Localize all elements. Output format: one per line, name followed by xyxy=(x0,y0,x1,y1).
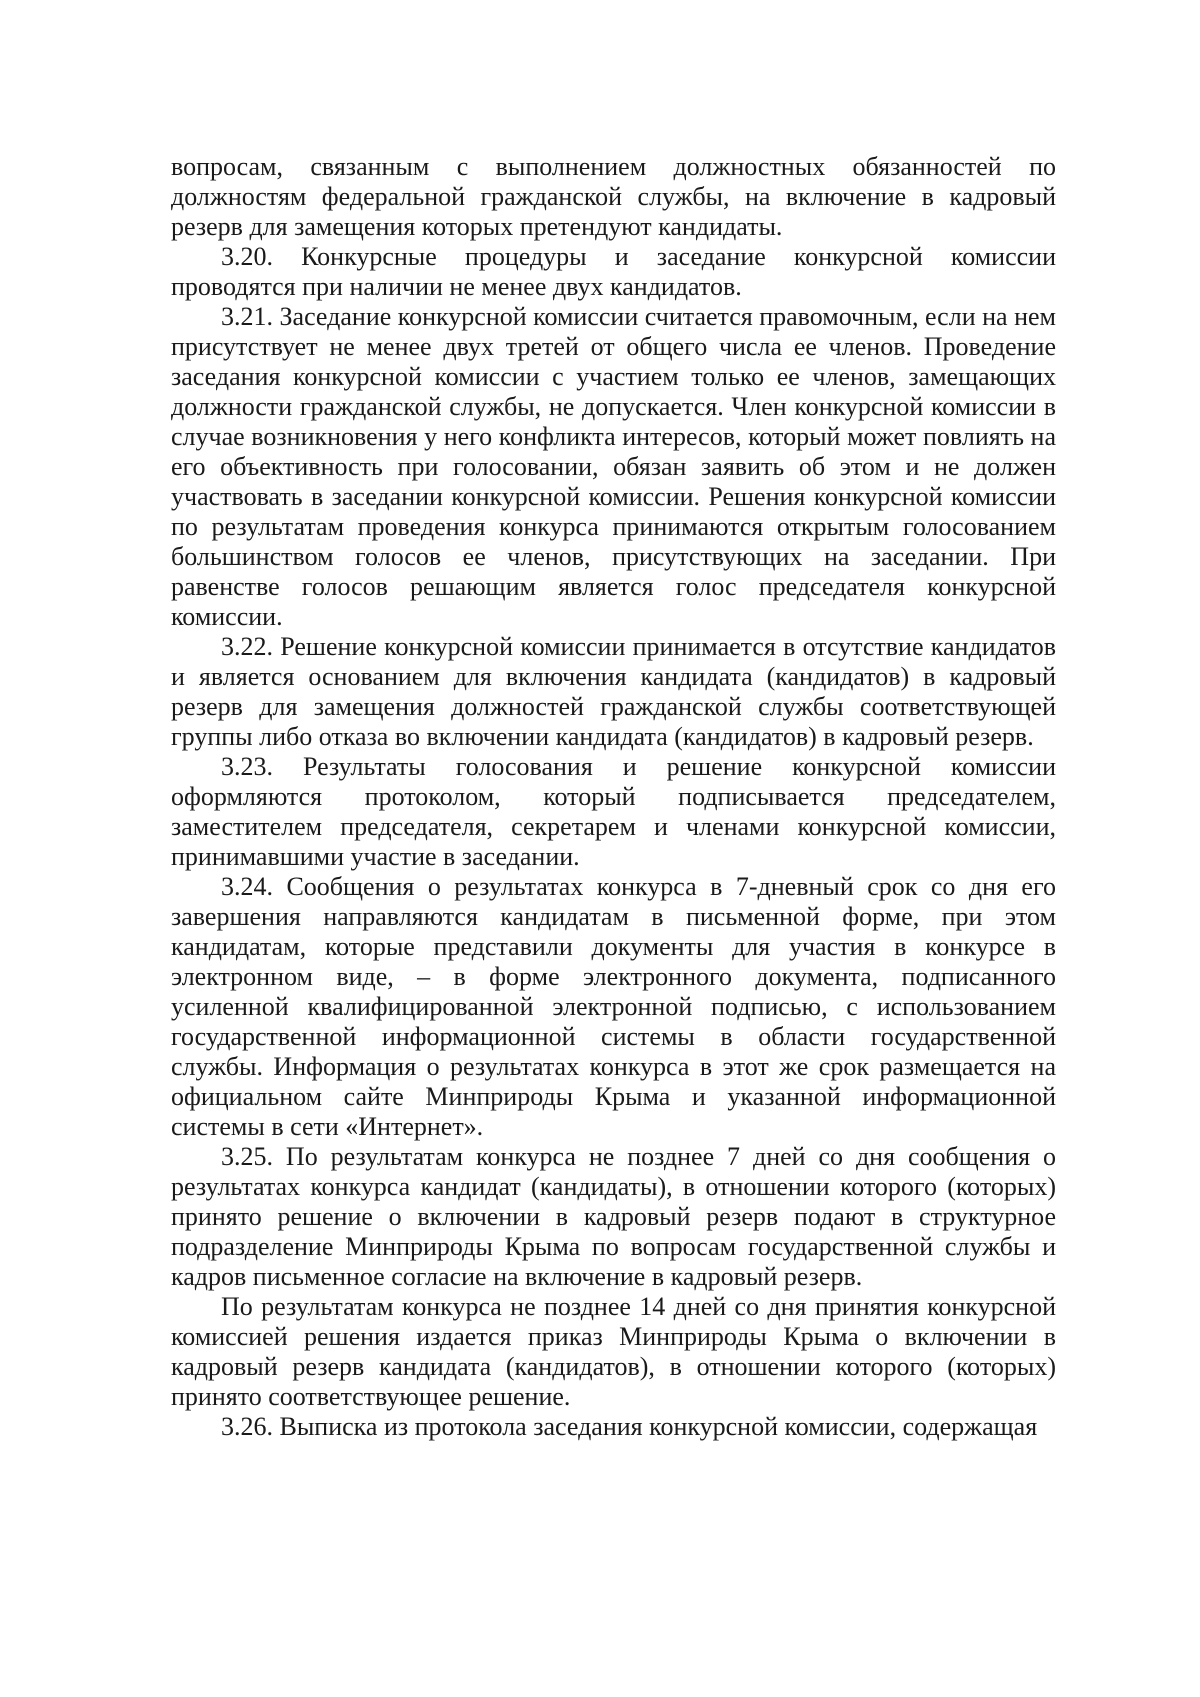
paragraph-continuation: вопросам, связанным с выполнением должностных обязанностей по должностям федеральной гражданской службы, на включение в кадровый резерв для замещения которых претендуют кандидаты. xyxy=(171,152,1056,241)
paragraph-3-22: 3.22. Решение конкурсной комиссии принимается в отсутствие кандидатов и является основанием для включения кандидата (кандидатов) в кадровый резерв для замещения должностей гражданской службы соответствующей группы либо отказа во включении кандидата (кандидатов) в кадровый резерв. xyxy=(171,632,1056,751)
paragraph-3-21: 3.21. Заседание конкурсной комиссии считается правомочным, если на нем присутствует не менее двух третей от общего числа ее членов. Проведение заседания конкурсной комиссии с участием только ее членов, замещающих должности гражданской службы, не допускается. Член конкурсной комиссии в случае возникновения у него конфликта интересов, который может повлиять на его объективность при голосовании, обязан заявить об этом и не должен участвовать в заседании конкурсной комиссии. Решения конкурсной комиссии по результатам проведения конкурса принимаются открытым голосованием большинством голосов ее членов, присутствующих на заседании. При равенстве голосов решающим является голос председателя конкурсной комиссии. xyxy=(171,302,1056,631)
paragraph-3-25: 3.25. По результатам конкурса не позднее 7 дней со дня сообщения о результатах конкурса кандидат (кандидаты), в отношении которого (которых) принято решение о включении в кадровый резерв подают в структурное подразделение Минприроды Крыма по вопросам государственной службы и кадров письменное согласие на включение в кадровый резерв. xyxy=(171,1142,1056,1291)
paragraph-3-26: 3.26. Выписка из протокола заседания конкурсной комиссии, содержащая xyxy=(221,1412,1038,1441)
paragraph-3-25-order: По результатам конкурса не позднее 14 дней со дня принятия конкурсной комиссией решения издается приказ Минприроды Крыма о включении в кадровый резерв кандидата (кандидатов), в отношении которого (которых) принято соответствующее решение. xyxy=(171,1292,1056,1411)
document-page xyxy=(171,152,1056,1442)
paragraph-3-24: 3.24. Сообщения о результатах конкурса в 7-дневный срок со дня его завершения направляются кандидатам в письменной форме, при этом кандидатам, которые представили документы для участия в конкурсе в электронном виде, – в форме электронного документа, подписанного усиленной квалифицированной электронной подписью, с использованием государственной информационной системы в области государственной службы. Информация о результатах конкурса в этот же срок размещается на официальном сайте Минприроды Крыма и указанной информационной системы в сети «Интернет». xyxy=(171,872,1056,1141)
paragraph-3-23: 3.23. Результаты голосования и решение конкурсной комиссии оформляются протоколом, который подписывается председателем, заместителем председателя, секретарем и членами конкурсной комиссии, принимавшими участие в заседании. xyxy=(171,752,1056,871)
paragraph-3-20: 3.20. Конкурсные процедуры и заседание конкурсной комиссии проводятся при наличии не менее двух кандидатов. xyxy=(171,242,1056,301)
